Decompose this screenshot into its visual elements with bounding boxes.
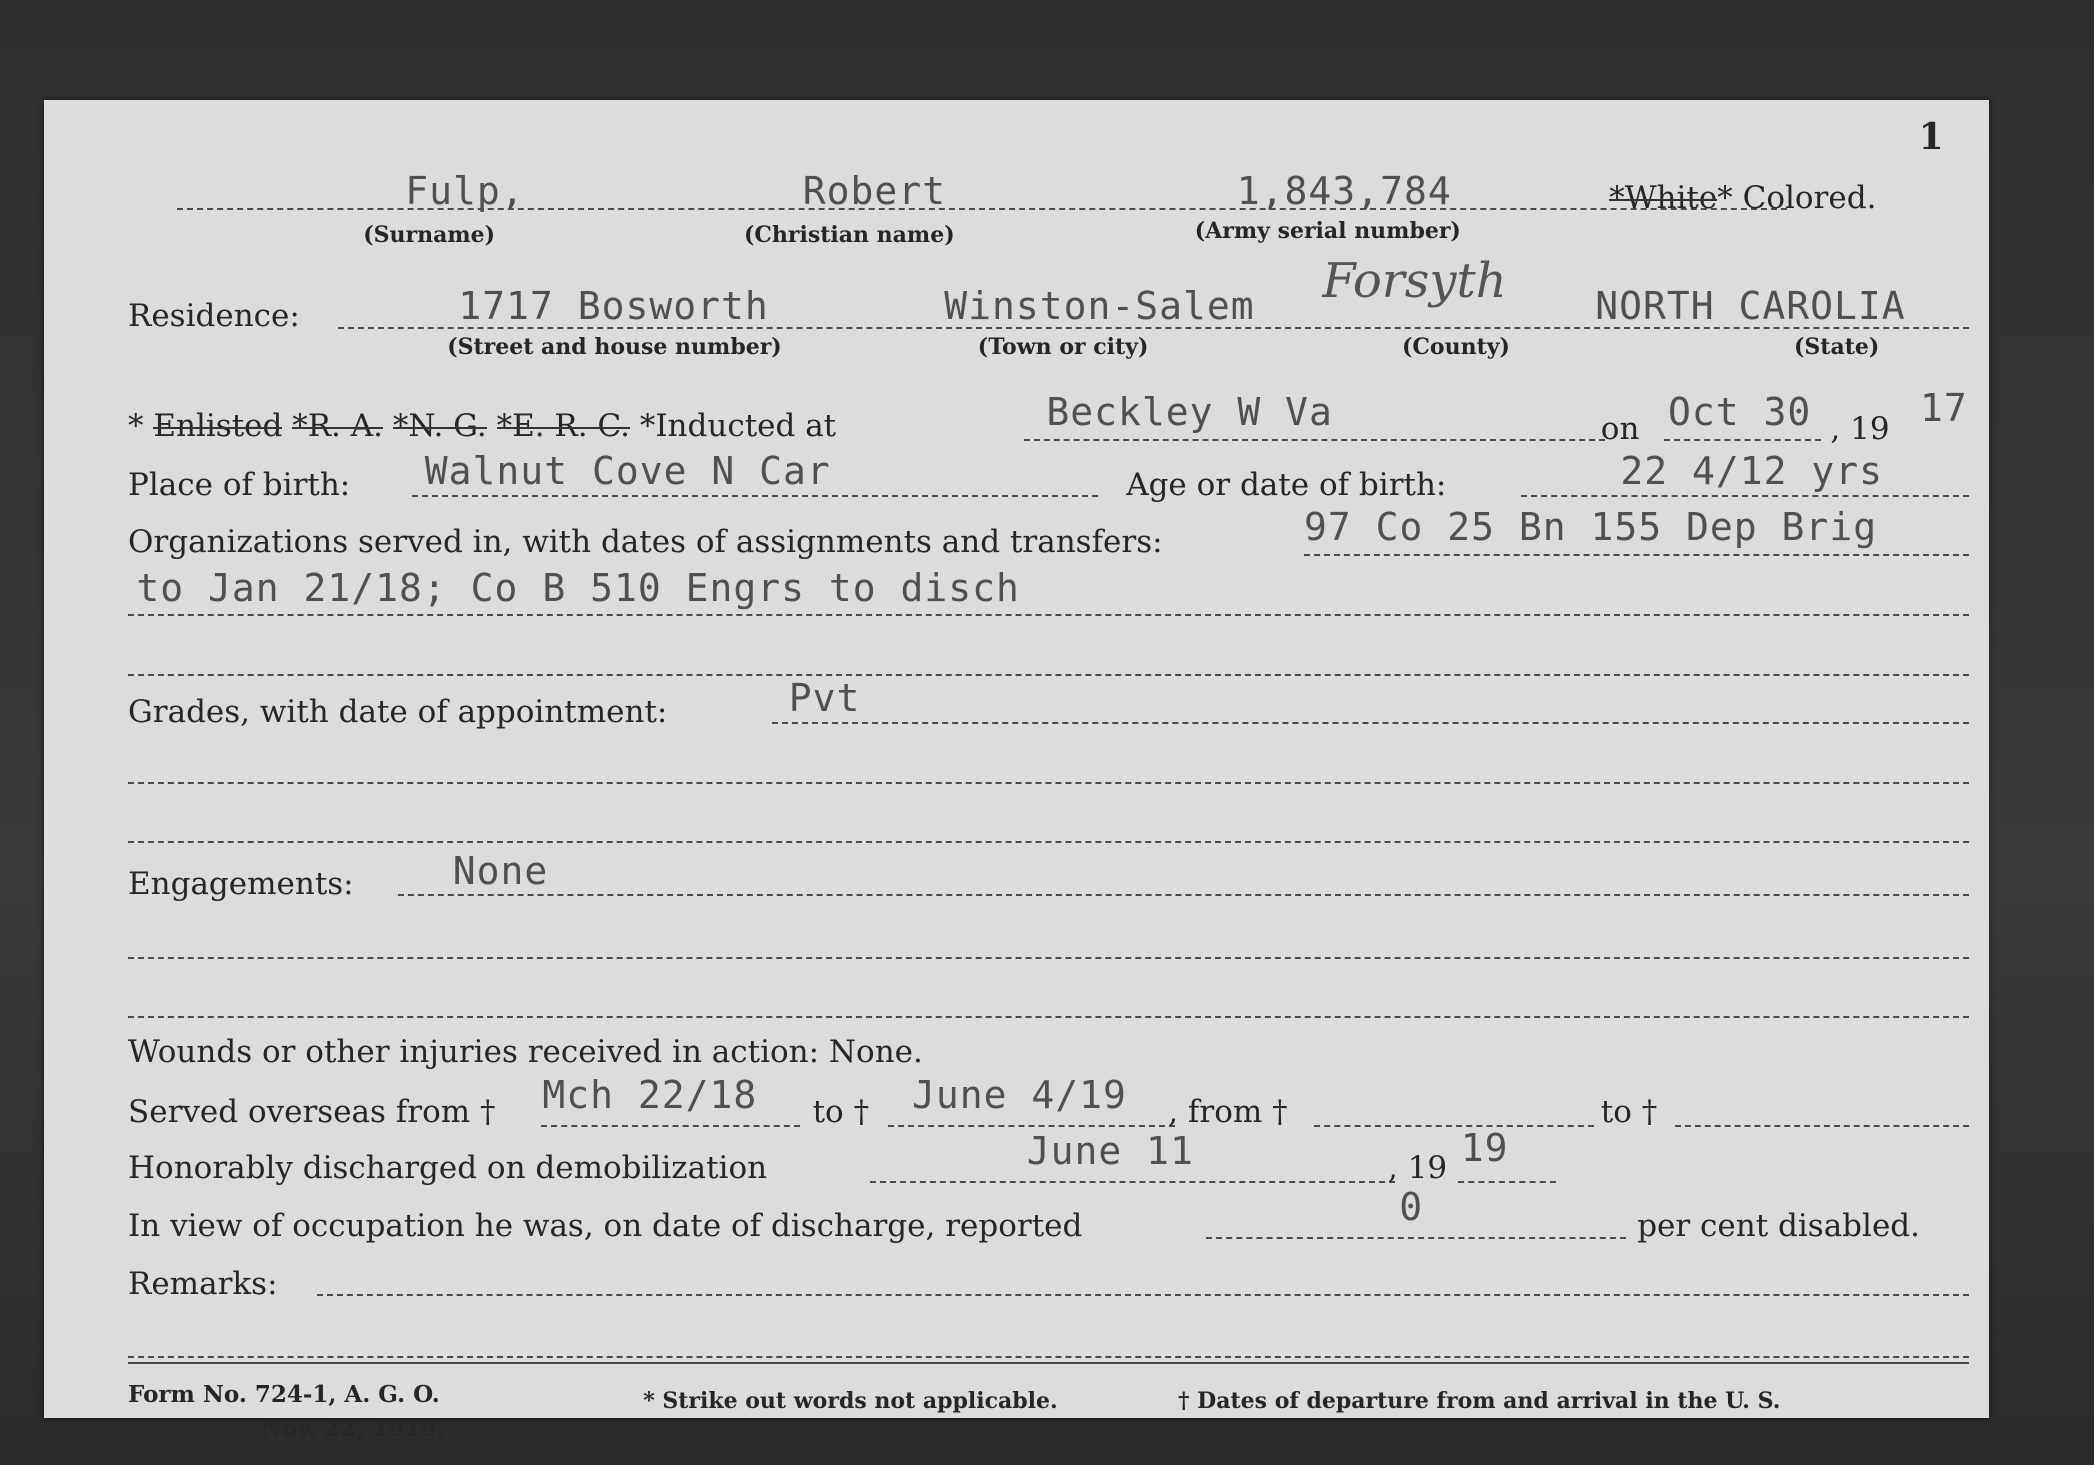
- from-dagger-label: , from †: [1168, 1094, 1288, 1131]
- dates-note: † Dates of departure from and arrival in the U. S.: [1178, 1388, 1781, 1415]
- engagements-line-2: [128, 957, 1969, 959]
- race-separator: *: [1717, 180, 1733, 216]
- age-value: 22 4/12 yrs: [1620, 448, 1884, 493]
- engagements-line-3: [128, 1016, 1969, 1018]
- overseas-to-value: June 4/19: [912, 1073, 1127, 1118]
- to-dagger-label-2: to †: [1600, 1094, 1658, 1131]
- engagements-label: Engagements:: [128, 866, 354, 902]
- residence-state-value: NORTH CAROLIA: [1595, 283, 1906, 328]
- organizations-label: Organizations served in, with dates of assignments and transfers:: [128, 524, 1163, 561]
- enlistment-type: [128, 408, 836, 444]
- organizations-line-1: [1304, 554, 1969, 556]
- christian-name-caption: (Christian name): [744, 222, 955, 248]
- grades-label: Grades, with date of appointment:: [128, 693, 668, 730]
- year-prefix-1: , 19: [1830, 411, 1890, 447]
- race-colored: Colored.: [1742, 180, 1877, 216]
- engagements-line-1: [398, 894, 1969, 896]
- enlisted-struck: Enlisted: [153, 408, 283, 445]
- ng-struck: *N. G.: [392, 408, 487, 445]
- place-of-birth-line: [412, 495, 1098, 497]
- grades-line-1: [772, 722, 1969, 724]
- honorably-discharged-label: Honorably discharged on demobilization: [128, 1150, 768, 1187]
- county-caption: (County): [1402, 334, 1510, 360]
- serial-number-value: 1,843,784: [1236, 168, 1452, 213]
- inducted-on-line: [1664, 439, 1821, 441]
- residence-county-value: Forsyth: [1322, 252, 1507, 309]
- to-dagger-label: to †: [812, 1094, 870, 1131]
- card-number: 1: [1918, 115, 1944, 158]
- percent-disabled-value: 0: [1399, 1185, 1424, 1230]
- residence-town-value: Winston-Salem: [944, 283, 1255, 328]
- remarks-label: Remarks:: [128, 1266, 278, 1303]
- discharge-date-value: June 11: [1026, 1129, 1194, 1174]
- christian-name-value: Robert: [802, 168, 947, 213]
- inducted-at-value: Beckley W Va: [1046, 390, 1333, 434]
- served-overseas-label: Served overseas from †: [128, 1094, 496, 1131]
- view-of-occupation-label: In view of occupation he was, on date of discharge, reported: [128, 1207, 1083, 1244]
- bottom-rule: [128, 1362, 1969, 1364]
- town-caption: (Town or city): [977, 334, 1149, 360]
- overseas-from-line: [541, 1125, 800, 1127]
- age-label: Age or date of birth:: [1126, 467, 1447, 503]
- grades-line-3: [128, 841, 1969, 843]
- discharge-date-line: [870, 1181, 1395, 1183]
- to-2-line: [1675, 1125, 1969, 1127]
- organizations-line-2: [128, 614, 1969, 616]
- from-2-line: [1314, 1125, 1594, 1127]
- age-line: [1521, 495, 1969, 497]
- surname-value: Fulp,: [405, 168, 525, 213]
- grades-value: Pvt: [788, 675, 861, 720]
- organizations-value-1: 97 Co 25 Bn 155 Dep Brig: [1304, 504, 1878, 549]
- print-code: 3—7362: [1250, 1431, 1327, 1453]
- overseas-to-line: [888, 1125, 1175, 1127]
- street-caption: (Street and house number): [447, 334, 782, 360]
- grades-line-2: [128, 782, 1969, 784]
- discharge-year-value: 19: [1460, 1126, 1509, 1171]
- race-field: [1609, 180, 1876, 216]
- percent-line: [1206, 1237, 1626, 1239]
- on-label: on: [1600, 411, 1640, 447]
- inducted-year-value: 17: [1920, 385, 1968, 430]
- engagements-value: None: [452, 849, 549, 894]
- organizations-value-2: to Jan 21/18; Co B 510 Engrs to disch: [136, 566, 1020, 611]
- form-number: Form No. 724-1, A. G. O.: [128, 1381, 440, 1409]
- enlisted-asterisk: *: [128, 408, 144, 445]
- residence-street-value: 1717 Bosworth: [458, 283, 769, 328]
- wounds-line: Wounds or other injuries received in action: None.: [128, 1034, 923, 1070]
- place-of-birth-label: Place of birth:: [128, 467, 351, 503]
- per-cent-disabled-label: per cent disabled.: [1637, 1207, 1920, 1244]
- overseas-from-value: Mch 22/18: [542, 1073, 758, 1118]
- state-caption: (State): [1794, 334, 1880, 360]
- inducted-at-line: [1024, 439, 1605, 441]
- surname-caption: (Surname): [363, 222, 496, 248]
- strike-note: * Strike out words not applicable.: [643, 1388, 1058, 1415]
- year-prefix-2: , 19: [1388, 1150, 1448, 1187]
- organizations-line-3: [128, 674, 1969, 676]
- residence-label: Residence:: [128, 297, 300, 334]
- inducted-label: *Inducted at: [639, 408, 837, 445]
- remarks-line-2: [128, 1356, 1969, 1358]
- erc-struck: *E. R. C.: [496, 408, 630, 445]
- remarks-line-1: [317, 1294, 1969, 1296]
- ra-struck: *R. A.: [292, 408, 383, 445]
- serial-caption: (Army serial number): [1194, 217, 1461, 244]
- service-record-card: [44, 100, 1989, 1453]
- inducted-on-value: Oct 30: [1668, 390, 1812, 434]
- place-of-birth-value: Walnut Cove N Car: [424, 448, 831, 493]
- form-date: Nov. 22, 1919.: [261, 1414, 445, 1442]
- race-white-struck: *White: [1609, 180, 1718, 216]
- discharge-year-line: [1458, 1181, 1556, 1183]
